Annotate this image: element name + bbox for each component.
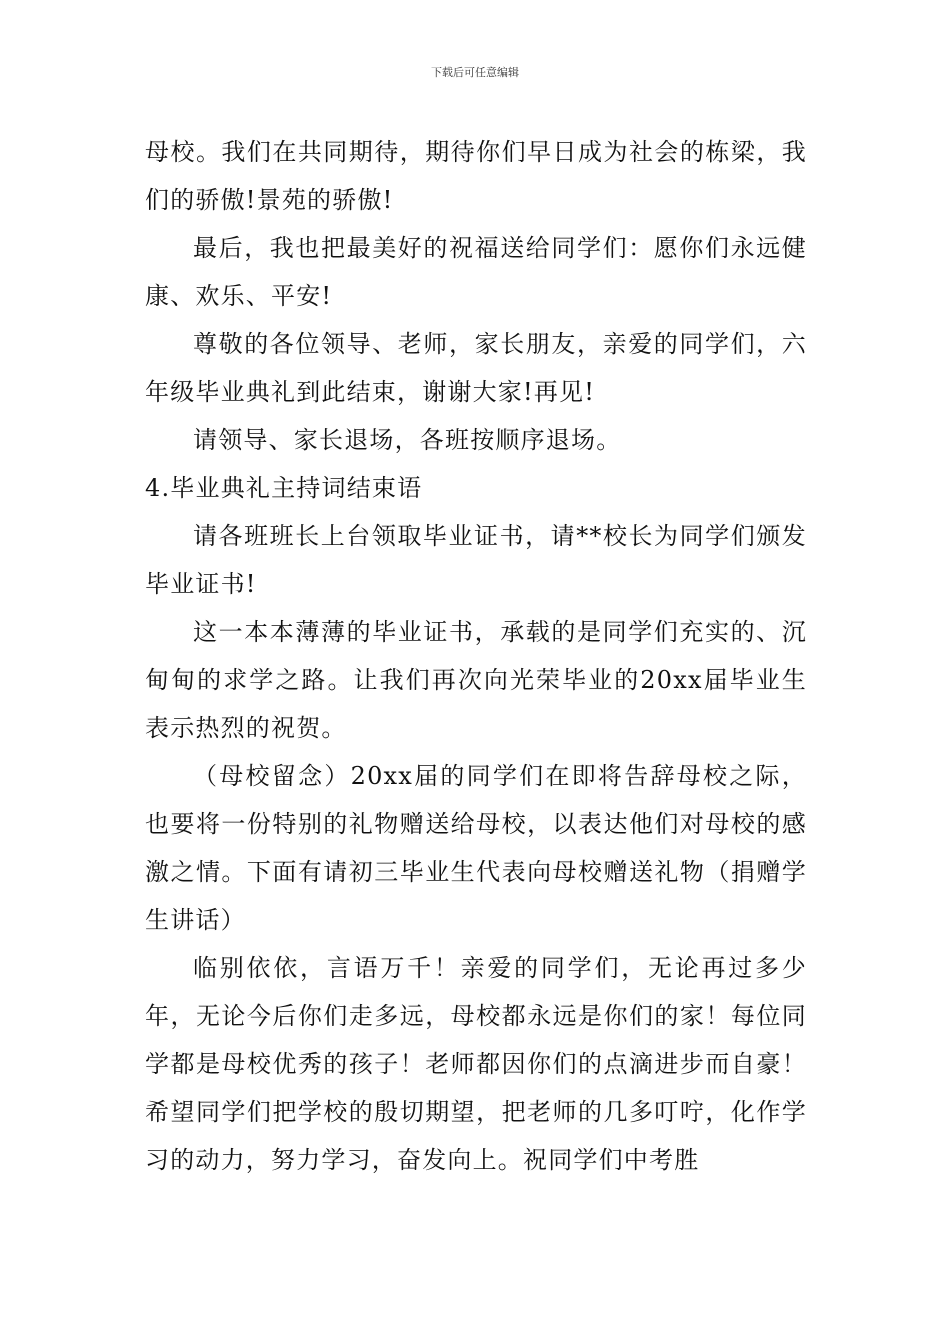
paragraph-6: 请各班班长上台领取毕业证书，请**校长为同学们颁发毕业证书! (145, 522, 807, 598)
paragraph-2: 最后，我也把最美好的祝福送给同学们：愿你们永远健康、欢乐、平安! (145, 234, 807, 310)
section-heading: 4.毕业典礼主持词结束语 (145, 474, 423, 502)
document-body (145, 128, 807, 1184)
page-header-note: 下载后可任意编辑 (431, 66, 519, 79)
paragraph-9: 临别依依，言语万千！亲爱的同学们，无论再过多少年，无论今后你们走多远，母校都永远是你们的家！每位同学都是母校优秀的孩子！老师都因你们的点滴进步而自豪！希望同学们把学校的殷切期望，把老师的几多叮咛，化作学习的动力，努力学习，奋发向上。祝同学们中考胜 (145, 954, 807, 1174)
paragraph-7: 这一本本薄薄的毕业证书，承载的是同学们充实的、沉甸甸的求学之路。让我们再次向光荣毕业的20xx届毕业生表示热烈的祝贺。 (145, 618, 807, 742)
paragraph-4: 请领导、家长退场，各班按顺序退场。 (193, 426, 622, 454)
paragraph-3: 尊敬的各位领导、老师，家长朋友，亲爱的同学们，六年级毕业典礼到此结束，谢谢大家!再见! (145, 330, 807, 406)
paragraph-1: 母校。我们在共同期待，期待你们早日成为社会的栋梁，我们的骄傲!景苑的骄傲! (145, 138, 807, 214)
paragraph-8: （母校留念）20xx届的同学们在即将告辞母校之际，也要将一份特别的礼物赠送给母校，以表达他们对母校的感激之情。下面有请初三毕业生代表向母校赠送礼物（捐赠学生讲话） (145, 762, 807, 934)
